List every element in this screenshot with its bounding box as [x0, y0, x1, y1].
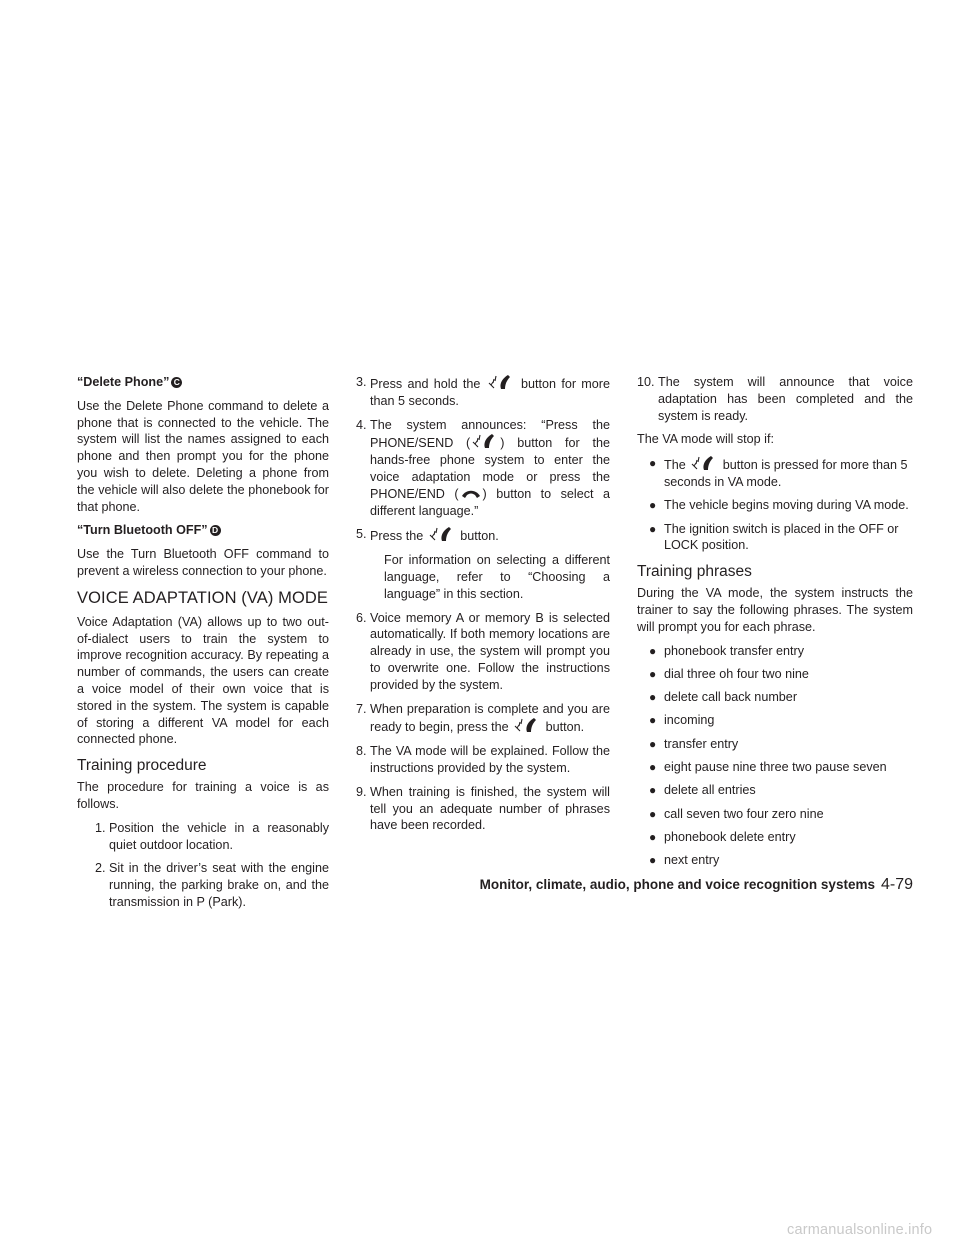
page-footer: [480, 876, 913, 894]
watermark: carmanualsonline.info: [787, 1222, 933, 1238]
list-item: ● delete all entries: [649, 783, 756, 798]
talk-voice-icon: [487, 374, 515, 390]
step-8: 8. The VA mode will be explained. Follow the instructions provided by the system.: [356, 744, 610, 775]
training-intro: The procedure for training a voice is as follows.: [77, 780, 329, 811]
bullet-dot: ●: [649, 456, 657, 471]
section-title: Monitor, climate, audio, phone and voice recognition systems: [479, 877, 875, 892]
step-9: 9. When training is finished, the system will tell you an adequate number of phrases have been recorded.: [356, 784, 610, 833]
talk-voice-icon: [513, 717, 541, 733]
column-right: [637, 374, 913, 876]
bullet-dot: ●: [649, 666, 657, 681]
step-2: 2. Sit in the driver’s seat with the engine running, the parking brake on, and the transmission in P (Park).: [95, 861, 329, 909]
list-item: ● transfer entry: [649, 736, 739, 751]
bullet-dot: ●: [649, 643, 657, 658]
step-4: 4. The system announces: “Press the PHONE/SEND ( ) button for the hands-free phone system to enter the voice adaptation mode or press the PHONE/END ( ) button to select a different language.”: [356, 417, 610, 518]
talk-voice-icon: [428, 526, 456, 542]
stop-condition: ● The button is pressed for more than 5 seconds in VA mode.: [649, 456, 908, 489]
list-item: ● incoming: [649, 713, 715, 728]
circled-c-marker: C: [171, 377, 182, 388]
list-item: ● next entry: [649, 853, 720, 868]
column-middle: [356, 374, 610, 841]
step-5-info: For information on selecting a different language, refer to “Choosing a language” in this section.: [384, 553, 610, 601]
bullet-dot: ●: [649, 521, 657, 536]
bullet-dot: ●: [649, 829, 657, 844]
step-7: 7. When preparation is complete and you are ready to begin, press the button.: [356, 701, 610, 735]
bullet-dot: ●: [649, 853, 657, 868]
talk-voice-icon: [690, 455, 718, 471]
va-mode-text: Voice Adaptation (VA) allows up to two out-of-dialect users to train the system to improve recognition accuracy. By repeating a number of commands, the users can create a voice model of their own voice that is stored in the system. The system is capable of storing a different VA model for each connected phone.: [77, 614, 329, 747]
training-procedure-heading: Training procedure: [77, 757, 207, 775]
column-left: [77, 374, 329, 918]
step-1: 1. Position the vehicle in a reasonably quiet outdoor location.: [95, 820, 329, 852]
turn-bluetooth-off-text: Use the Turn Bluetooth OFF command to prevent a wireless connection to your phone.: [77, 547, 329, 578]
bullet-dot: ●: [649, 498, 657, 513]
bullet-dot: ●: [649, 806, 657, 821]
delete-phone-text: Use the Delete Phone command to delete a phone that is connected to the vehicle. The system will list the names assigned to each phone and then prompt you for the phone you wish to delete. Deleting a phone from the vehicle will also delete the phonebook for that phone.: [77, 398, 329, 514]
bullet-dot: ●: [649, 783, 657, 798]
delete-phone-heading: “Delete Phone” C: [77, 374, 329, 391]
bullet-dot: ●: [649, 760, 657, 775]
page-number: 4-79: [880, 876, 913, 893]
bullet-dot: ●: [649, 690, 657, 705]
step-10: 10. The system will announce that voice adaptation has been completed and the system is ready.: [637, 375, 913, 423]
step-3: 3. Press and hold the button for more than 5 seconds.: [356, 375, 611, 408]
training-phrases-heading: Training phrases: [637, 563, 752, 581]
list-item: ● eight pause nine three two pause seven: [649, 760, 887, 775]
talk-voice-icon: [471, 433, 499, 449]
turn-bluetooth-off-heading: “Turn Bluetooth OFF” D: [77, 522, 329, 539]
stop-condition: ● The ignition switch is placed in the OFF or LOCK position.: [649, 521, 899, 553]
phrases-intro: During the VA mode, the system instructs the trainer to say the following phrases. The system will prompt you for each phrase.: [637, 586, 913, 634]
stop-condition: ● The vehicle begins moving during VA mode.: [649, 498, 909, 513]
bullet-dot: ●: [649, 713, 657, 728]
step-6: 6. Voice memory A or memory B is selected automatically. If both memory locations are already in use, the system will prompt you to overwrite one. Follow the instructions provided by the system.: [356, 610, 610, 692]
stop-intro: The VA mode will stop if:: [637, 432, 774, 447]
list-item: ● call seven two four zero nine: [649, 806, 824, 821]
circled-d-marker: D: [210, 525, 221, 536]
list-item: ● delete call back number: [649, 690, 798, 705]
va-mode-heading: VOICE ADAPTATION (VA) MODE: [77, 588, 329, 607]
step-5: 5. Press the button.: [356, 527, 499, 544]
list-item: ● phonebook delete entry: [649, 829, 796, 844]
list-item: ● dial three oh four two nine: [649, 666, 809, 681]
list-item: ● phonebook transfer entry: [649, 643, 805, 658]
phone-end-icon: [460, 488, 482, 500]
bullet-dot: ●: [649, 736, 657, 751]
phrase-list: [637, 643, 913, 869]
